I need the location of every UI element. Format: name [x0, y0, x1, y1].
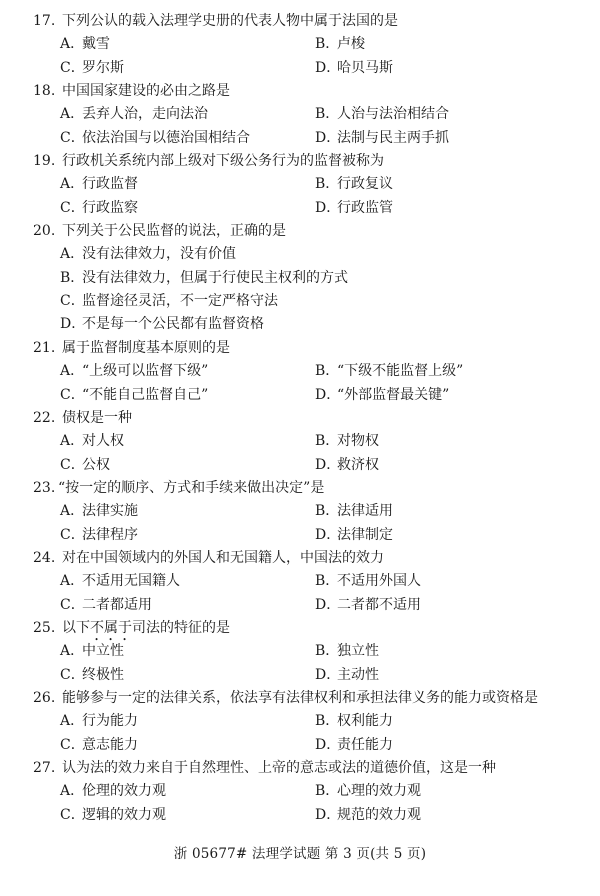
option-d: D．行政监管 — [315, 199, 393, 216]
question-27-stem — [0, 757, 600, 780]
option-a: A．不适用无国籍人 — [60, 573, 180, 590]
question-22-options-row-1 — [0, 430, 600, 453]
question-22-stem — [0, 407, 600, 430]
option-a: A．行政监督 — [60, 176, 138, 193]
option-d: D．二者都不适用 — [315, 596, 421, 613]
question-23-stem — [0, 477, 600, 500]
option-b: B．“下级不能监督上级” — [315, 363, 464, 380]
option-c: C．法律程序 — [60, 526, 138, 543]
option-a: A．中立性 — [60, 643, 124, 660]
question-18-stem — [0, 80, 600, 103]
question-text: 能够参与一定的法律关系，依法享有法律权利和承担法律义务的能力或资格是 — [62, 689, 538, 706]
option-c: C．行政监察 — [60, 199, 138, 216]
question-23-options-row-1 — [0, 500, 600, 523]
question-number: 17. — [33, 13, 56, 29]
question-text: 行政机关系统内部上级对下级公务行为的监督被称为 — [62, 153, 384, 170]
question-24-stem — [0, 547, 600, 570]
option-c: C．公权 — [60, 456, 110, 473]
question-20-option-c-row — [0, 290, 600, 313]
option-a: A．法律实施 — [60, 503, 138, 520]
question-21-options-row-2 — [0, 384, 600, 407]
page-footer: 浙 05677# 法理学试题 第 3 页(共 5 页) — [173, 846, 427, 862]
question-text: 中国国家建设的必由之路是 — [62, 83, 230, 100]
option-c: C．终极性 — [60, 666, 124, 683]
question-text: “按一定的顺序、方式和手续来做出决定”是 — [58, 479, 325, 496]
question-number: 22. — [33, 409, 56, 426]
question-17-options-row-1 — [0, 33, 600, 56]
question-21-options-row-1 — [0, 360, 600, 383]
question-17-options-row-2 — [0, 57, 600, 80]
question-text: 下列关于公民监督的说法，正确的是 — [62, 223, 286, 240]
question-text: 认为法的效力来自于自然理性、上帝的意志或法的道德价值，这是一种 — [62, 760, 496, 776]
option-a: A．伦理的效力观 — [60, 783, 166, 800]
option-a: A．行为能力 — [60, 713, 138, 730]
question-27-options-row-1 — [0, 780, 600, 803]
question-26-options-row-2 — [0, 734, 600, 757]
option-c: C．监督途径灵活，不一定严格守法 — [60, 293, 278, 310]
question-number: 27. — [33, 760, 56, 776]
option-c: C．逻辑的效力观 — [60, 806, 166, 823]
option-d: D．不是每一个公民都有监督资格 — [60, 316, 264, 333]
option-d: D．法制与民主两手抓 — [315, 129, 449, 146]
question-24-options-row-2 — [0, 594, 600, 617]
option-a: A．没有法律效力，没有价值 — [60, 246, 236, 263]
question-24-options-row-1 — [0, 570, 600, 593]
option-a: A．丢弃人治，走向法治 — [60, 106, 208, 123]
exam-page — [0, 10, 600, 827]
option-b: B．行政复议 — [315, 176, 393, 193]
question-18-options-row-2 — [0, 127, 600, 150]
question-number: 21. — [33, 339, 56, 356]
option-c: C．依法治国与以德治国相结合 — [60, 129, 250, 146]
question-text: 属于监督制度基本原则的是 — [62, 339, 230, 356]
option-b: B．独立性 — [315, 643, 379, 660]
option-b: B．人治与法治相结合 — [315, 106, 449, 123]
question-18-options-row-1 — [0, 103, 600, 126]
option-d: D．规范的效力观 — [315, 806, 421, 823]
option-b: B．权利能力 — [315, 713, 393, 730]
option-c: C．二者都适用 — [60, 596, 152, 613]
option-b: B．卢梭 — [315, 36, 365, 53]
question-17-stem — [0, 10, 600, 33]
question-25-stem — [0, 617, 600, 640]
option-b: B．没有法律效力，但属于行使民主权利的方式 — [60, 269, 348, 286]
option-d: D．救济权 — [315, 456, 379, 473]
question-20-option-d-row — [0, 313, 600, 336]
option-b: B．法律适用 — [315, 503, 393, 520]
question-20-option-b-row — [0, 267, 600, 290]
option-d: D．责任能力 — [315, 736, 393, 753]
question-text: 下列公认的载入法理学史册的代表人物中属于法国的是 — [62, 13, 398, 29]
question-20-stem — [0, 220, 600, 243]
question-number: 26. — [33, 689, 56, 706]
question-text: 债权是一种 — [62, 409, 132, 426]
question-number: 23. — [33, 479, 56, 496]
question-27-options-row-2 — [0, 804, 600, 827]
question-number: 18. — [33, 83, 56, 100]
option-d: D．主动性 — [315, 666, 379, 683]
question-26-stem — [0, 687, 600, 710]
question-19-stem — [0, 150, 600, 173]
question-text: 以下不属于司法的特征的是 — [62, 619, 230, 636]
option-b: B．对物权 — [315, 433, 379, 450]
option-b: B．心理的效力观 — [315, 783, 421, 800]
question-22-options-row-2 — [0, 454, 600, 477]
question-21-stem — [0, 337, 600, 360]
question-number: 20. — [33, 223, 56, 240]
question-19-options-row-2 — [0, 197, 600, 220]
option-d: D．哈贝马斯 — [315, 59, 393, 76]
option-d: D．法律制定 — [315, 526, 393, 543]
option-a: A．对人权 — [60, 433, 124, 450]
question-number: 25. — [33, 619, 56, 636]
question-20-option-a-row — [0, 243, 600, 266]
option-c: C．意志能力 — [60, 736, 138, 753]
option-c: C．罗尔斯 — [60, 59, 124, 76]
option-b: B．不适用外国人 — [315, 573, 421, 590]
question-23-options-row-2 — [0, 524, 600, 547]
option-a: A．“上级可以监督下级” — [60, 363, 209, 380]
option-d: D．“外部监督最关键” — [315, 386, 450, 403]
question-25-options-row-1 — [0, 640, 600, 663]
question-19-options-row-1 — [0, 173, 600, 196]
option-c: C．“不能自己监督自己” — [60, 386, 209, 403]
question-number: 24. — [33, 549, 56, 566]
question-number: 19. — [33, 153, 56, 170]
question-26-options-row-1 — [0, 710, 600, 733]
question-text: 对在中国领域内的外国人和无国籍人，中国法的效力 — [62, 549, 384, 566]
option-a: A．戴雪 — [60, 36, 110, 53]
emphasized-text: 不属于 — [90, 619, 132, 636]
question-25-options-row-2 — [0, 664, 600, 687]
